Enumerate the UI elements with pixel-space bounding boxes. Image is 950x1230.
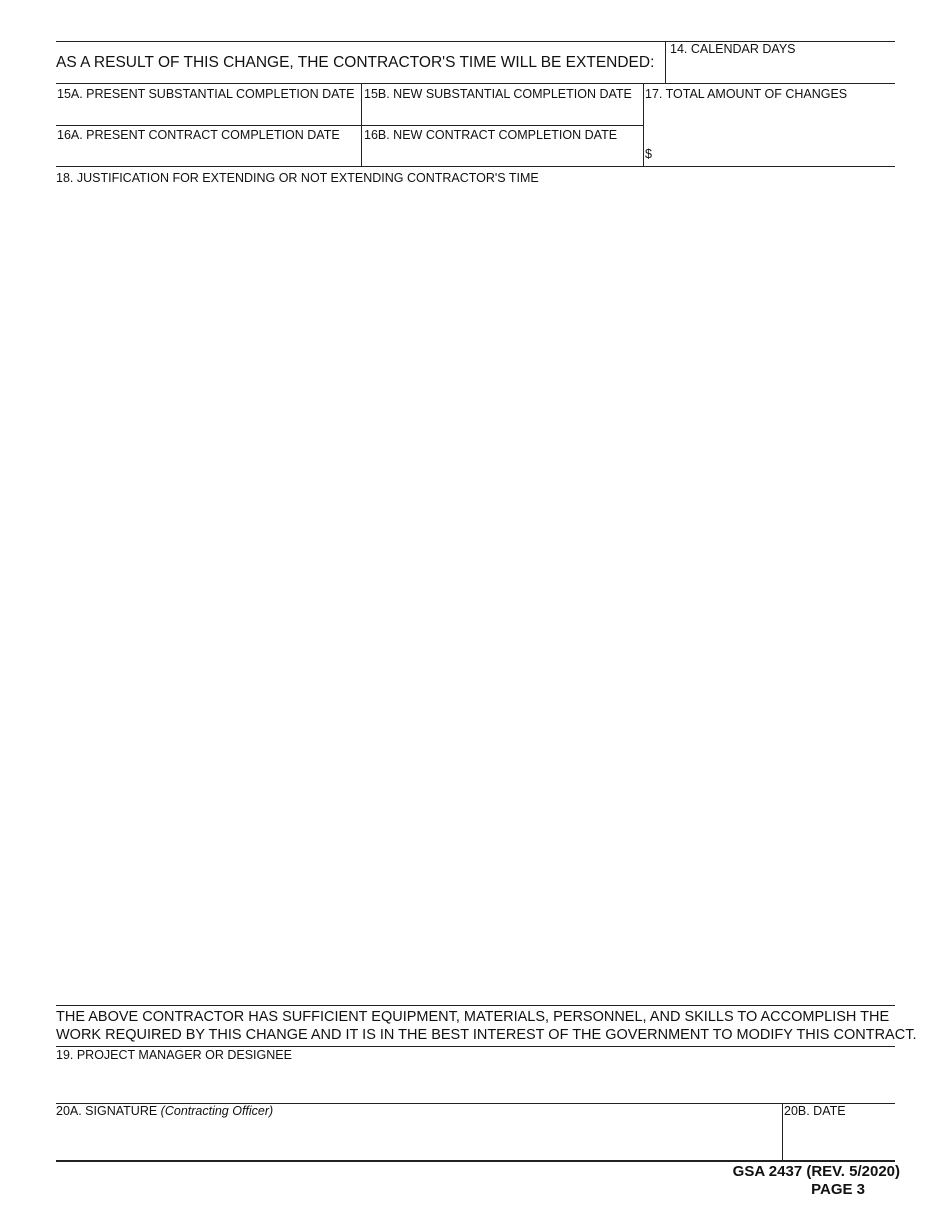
date-label: 20B. DATE <box>784 1104 846 1118</box>
currency-symbol: $ <box>645 147 652 161</box>
certification-line-1: THE ABOVE CONTRACTOR HAS SUFFICIENT EQUIPMENT, MATERIALS, PERSONNEL, AND SKILLS TO ACCOMPLISH THE <box>56 1009 890 1025</box>
signature-label <box>56 1104 273 1118</box>
present-substantial-completion-label: 15A. PRESENT SUBSTANTIAL COMPLETION DATE <box>57 87 355 101</box>
present-substantial-completion-field[interactable] <box>57 102 360 124</box>
justification-field[interactable] <box>56 188 895 1003</box>
time-extension-statement: AS A RESULT OF THIS CHANGE, THE CONTRACTOR'S TIME WILL BE EXTENDED: <box>56 54 655 71</box>
dates-middle-rule <box>56 125 644 126</box>
present-contract-completion-label: 16A. PRESENT CONTRACT COMPLETION DATE <box>57 128 340 142</box>
calendar-days-field[interactable] <box>666 57 894 82</box>
certification-bottom-rule <box>56 1046 895 1047</box>
dates-top-rule <box>56 83 895 84</box>
new-substantial-completion-label: 15B. NEW SUBSTANTIAL COMPLETION DATE <box>364 87 632 101</box>
bottom-rule <box>56 1160 895 1162</box>
justification-label: 18. JUSTIFICATION FOR EXTENDING OR NOT EXTENDING CONTRACTOR'S TIME <box>56 171 539 185</box>
project-manager-field[interactable] <box>56 1064 895 1102</box>
form-identifier: GSA 2437 (REV. 5/2020) <box>732 1163 900 1180</box>
new-contract-completion-label: 16B. NEW CONTRACT COMPLETION DATE <box>364 128 618 142</box>
total-amount-field[interactable] <box>654 102 894 165</box>
project-manager-label: 19. PROJECT MANAGER OR DESIGNEE <box>56 1048 292 1062</box>
calendar-days-label: 14. CALENDAR DAYS <box>670 42 796 56</box>
date-field[interactable] <box>784 1120 894 1158</box>
signature-field[interactable] <box>56 1120 780 1158</box>
certification-line-2: WORK REQUIRED BY THIS CHANGE AND IT IS IN THE BEST INTEREST OF THE GOVERNMENT TO MODIFY THIS CONTRACT. <box>56 1027 917 1043</box>
dates-bottom-rule <box>56 166 895 167</box>
certification-top-rule <box>56 1005 895 1006</box>
new-contract-completion-field[interactable] <box>363 143 642 165</box>
signature-label-text: 20A. SIGNATURE <box>56 1104 161 1118</box>
total-amount-of-changes-label: 17. TOTAL AMOUNT OF CHANGES <box>645 87 848 101</box>
page-number: PAGE 3 <box>811 1181 865 1198</box>
present-contract-completion-field[interactable] <box>57 143 360 165</box>
form-footer <box>733 1163 900 1199</box>
signature-date-divider <box>782 1103 783 1160</box>
signature-label-note: (Contracting Officer) <box>160 1104 274 1118</box>
new-substantial-completion-field[interactable] <box>363 102 642 124</box>
certification-statement <box>56 1008 917 1044</box>
